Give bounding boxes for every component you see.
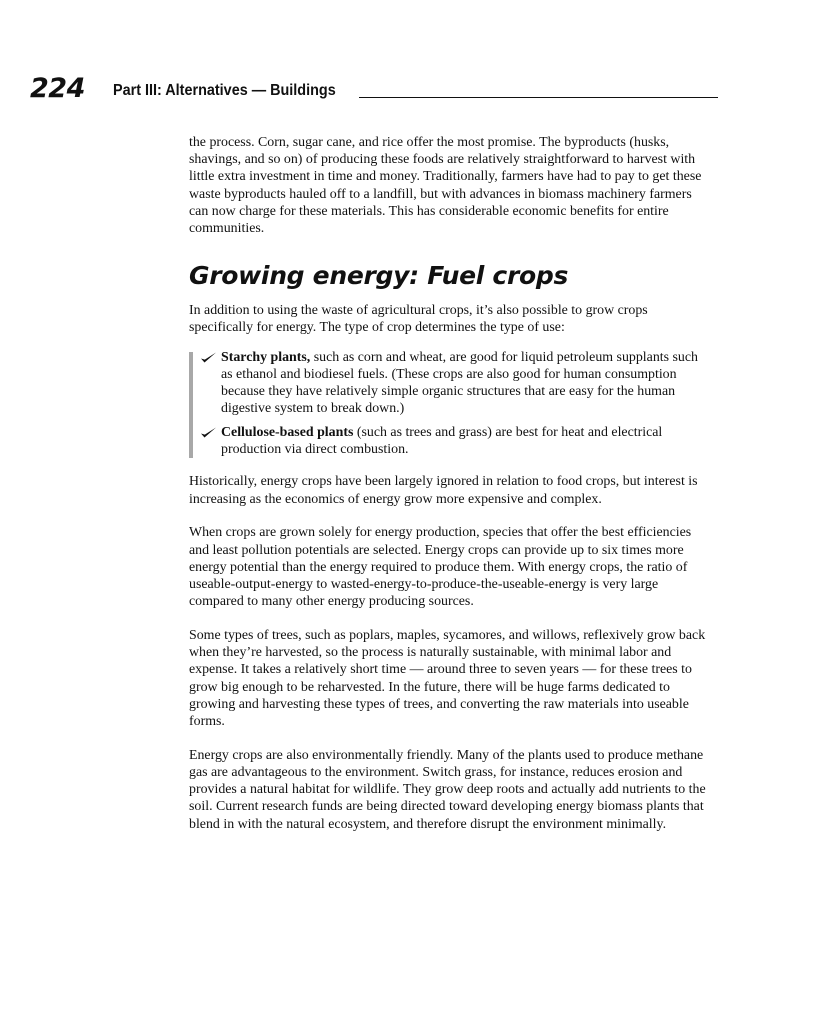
body-paragraph: Energy crops are also environmentally friendly. Many of the plants used to produce methane gas are advantageous to the environment. Switch grass, for instance, reduces erosion and provides a natural habitat for wildlife. They grow deep roots and actually add nutrients to the soil. Current research funds are being directed toward developing energy biomass plants that blend in with the natural ecosystem, and therefore disrupt the environment minimally. xyxy=(189,747,706,832)
page-number: 224 xyxy=(30,73,85,104)
bullet-text: (such as trees and grass) are best for heat and electrical production via direct combustion. xyxy=(221,424,663,458)
bullet-term: Cellulose-based plants xyxy=(221,424,354,440)
page-body xyxy=(189,134,711,833)
checkmark-icon xyxy=(200,351,217,364)
bullet-sidebar-bar xyxy=(189,352,193,458)
body-paragraph: Some types of trees, such as poplars, maples, sycamores, and willows, reflexively grow back when they’re harvested, so the process is naturally sustainable, with minimal labor and expense. It takes a relatively short time — around three to seven years — for these trees to grow big enough to be reharvested. In the future, there will be huge farms dedicated to growing and harvesting these types of trees, and converting the raw materials into useable forms. xyxy=(189,627,706,729)
intro-paragraph: the process. Corn, sugar cane, and rice offer the most promise. The byproducts (husks, shavings, and so on) of producing these foods are relatively straightforward to harvest with little extra investment in time and money. Traditionally, farmers have had to pay to get these waste byproducts hauled off to a landfill, but with advances in biomass machinery farmers can now charge for these materials. This has considerable economic benefits for entire communities. xyxy=(189,135,702,237)
bullet-item-starchy-plants xyxy=(221,349,711,418)
body-paragraph: Historically, energy crops have been largely ignored in relation to food crops, but interest is increasing as the economics of energy grow more expensive and complex. xyxy=(189,474,698,507)
section-heading: Growing energy: Fuel crops xyxy=(189,261,569,291)
bullet-item-cellulose-plants xyxy=(221,424,711,458)
body-paragraph: When crops are grown solely for energy production, species that offer the best efficiencies and least pollution potentials are selected. Energy crops can provide up to six times more energy potential than the energy required to produce them. With energy crops, the ratio of useable-output-energy to wasted-energy-to-produce-the-useable-energy is very large compared to many other energy producing sources. xyxy=(189,525,692,610)
checkmark-icon xyxy=(200,426,217,439)
lead-paragraph: In addition to using the waste of agricultural crops, it’s also possible to grow crops specifically for energy. The type of crop determines the type of use: xyxy=(189,303,648,336)
header-rule xyxy=(359,97,718,98)
bullet-term: Starchy plants, xyxy=(221,349,311,365)
bullet-text: such as corn and wheat, are good for liquid petroleum supplants such as ethanol and biodiesel fuels. (These crops are also good for human consumption because they have relatively simple organic structures that are easy for the human digestive system to break down.) xyxy=(221,349,698,417)
bullet-list xyxy=(189,349,711,459)
part-title: Part III: Alternatives — Buildings xyxy=(113,82,336,99)
running-header xyxy=(30,74,720,104)
